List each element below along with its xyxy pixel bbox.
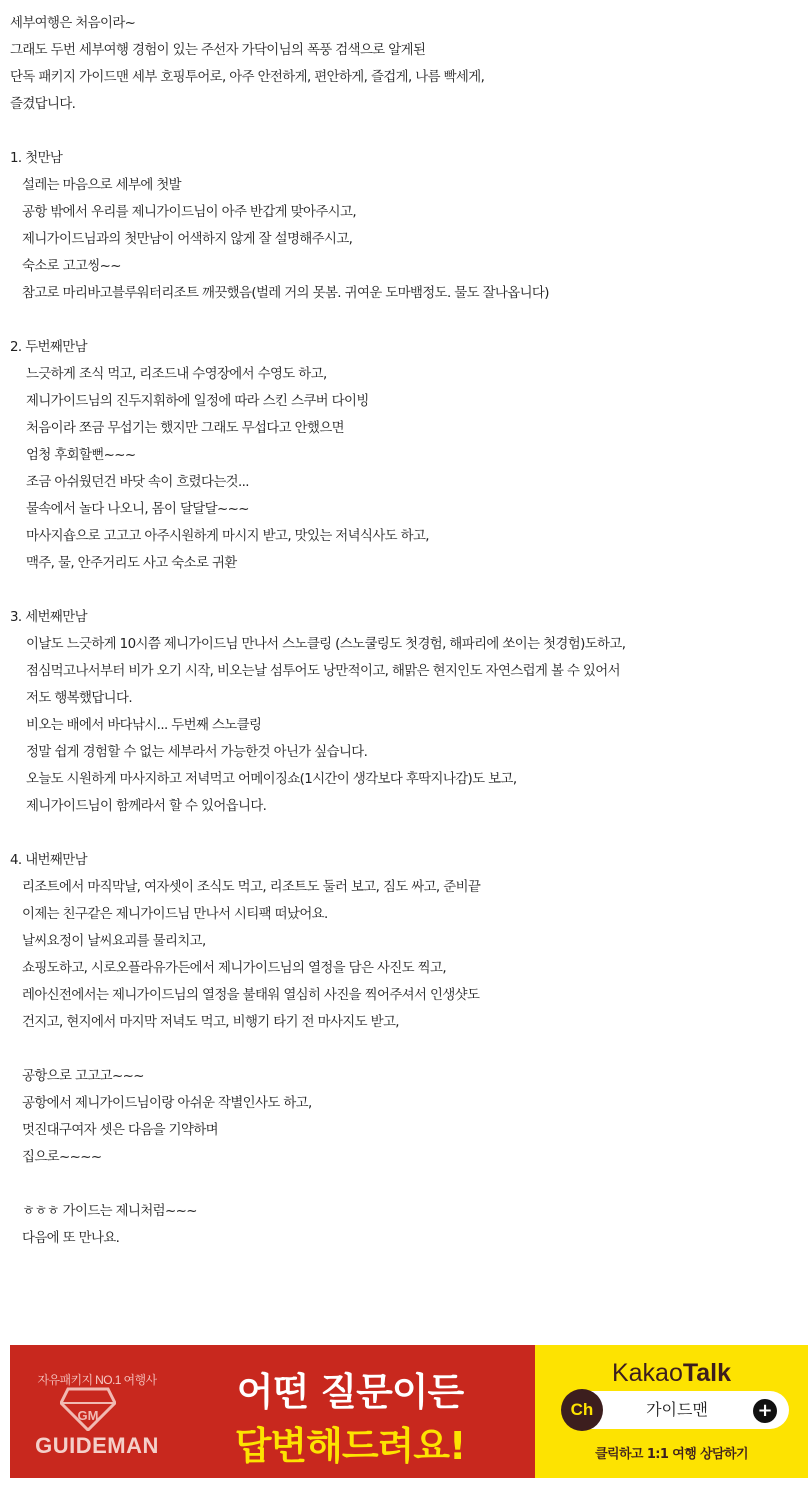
kakao-consult-banner[interactable] bbox=[10, 1345, 808, 1478]
channel-name: 가이드맨 bbox=[646, 1400, 708, 1419]
svg-text:GM: GM bbox=[77, 1408, 99, 1423]
text-line: 4. 내번째만남 bbox=[10, 853, 87, 868]
guideman-promo-panel[interactable] bbox=[10, 1345, 535, 1478]
text-line: 설레는 마음으로 세부에 첫발 bbox=[22, 178, 181, 193]
brand-tagline: 자유패키지 NO.1 여행사 bbox=[37, 1373, 157, 1387]
blank-line bbox=[10, 1171, 800, 1198]
text-line: 그래도 두번 세부여행 경험이 있는 주선자 가닥이님의 폭풍 검색으로 알게된 bbox=[10, 43, 426, 58]
text-line: 숙소로 고고씽~~ bbox=[22, 259, 121, 274]
text-line: 1. 첫만남 bbox=[10, 151, 63, 166]
text-line: 3. 세번째만남 bbox=[10, 610, 87, 625]
blank-line bbox=[10, 820, 800, 847]
text-line: 엄청 후회할뻔~~~ bbox=[26, 448, 136, 463]
text-line: 맥주, 물, 안주거리도 사고 숙소로 귀환 bbox=[26, 556, 237, 571]
text-line: 점심먹고나서부터 비가 오기 시작, 비오는날 섬투어도 낭만적이고, 해맑은 현지인도 자연스럽게 볼 수 있어서 bbox=[26, 664, 620, 679]
blank-line bbox=[10, 577, 800, 604]
text-line: ㅎㅎㅎ 가이드는 제니처럼~~~ bbox=[22, 1204, 197, 1219]
brand-name: GUIDEMAN bbox=[35, 1433, 159, 1458]
text-line: 느긋하게 조식 먹고, 리조드내 수영장에서 수영도 하고, bbox=[26, 367, 327, 382]
text-line: 제니가이드님의 진두지휘하에 일정에 따라 스킨 스쿠버 다이빙 bbox=[26, 394, 369, 409]
text-line: 오늘도 시원하게 마사지하고 저녁먹고 어메이징쇼(1시간이 생각보다 후딱지나감)도 보고, bbox=[26, 772, 517, 787]
text-line: 공항 밖에서 우리를 제니가이드님이 아주 반갑게 맞아주시고, bbox=[22, 205, 356, 220]
headline-line-1: 어떤 질문이든 bbox=[236, 1370, 464, 1414]
text-line: 공항에서 제니가이드님이랑 아쉬운 작별인사도 하고, bbox=[22, 1096, 312, 1111]
text-line: 단독 패키지 가이드맨 세부 호핑투어로, 아주 안전하게, 편안하게, 즐겁게, 나름 빡세게, bbox=[10, 70, 485, 85]
blank-line bbox=[10, 1036, 800, 1063]
blank-line bbox=[10, 307, 800, 334]
consult-cta-caption: 클릭하고 1:1 여행 상담하기 bbox=[595, 1447, 748, 1462]
text-line: 레아신전에서는 제니가이드님의 열정을 불태워 열심히 사진을 찍어주셔서 인생샷도 bbox=[22, 988, 480, 1003]
kakaotalk-logo: KakaoTalk bbox=[611, 1359, 732, 1387]
text-line: 물속에서 놀다 나오니, 몸이 달달달~~~ bbox=[26, 502, 249, 517]
text-line: 이날도 느긋하게 10시쯤 제니가이드님 만나서 스노클링 (스노쿨링도 첫경험, 해파리에 쏘이는 첫경험)도하고, bbox=[26, 637, 626, 652]
text-line: 집으로~~~~ bbox=[22, 1150, 102, 1165]
text-line: 조금 아쉬웠던건 바닷 속이 흐렸다는것... bbox=[26, 475, 249, 490]
text-line: 쇼핑도하고, 시로오플라유가든에서 제니가이드님의 열정을 담은 사진도 찍고, bbox=[22, 961, 446, 976]
review-post-body bbox=[10, 10, 800, 1252]
text-line: 세부여행은 처음이라~ bbox=[10, 16, 136, 31]
text-line: 처음이라 쪼금 무섭기는 했지만 그래도 무섭다고 안했으면 bbox=[26, 421, 344, 436]
text-line: 다음에 또 만나요. bbox=[22, 1231, 120, 1246]
text-line: 저도 행복했답니다. bbox=[26, 691, 132, 706]
text-line: 정말 쉽게 경험할 수 없는 세부라서 가능한것 아닌가 싶습니다. bbox=[26, 745, 368, 760]
review-text bbox=[10, 10, 800, 1252]
kakaotalk-panel[interactable] bbox=[535, 1345, 808, 1478]
guideman-logo-icon bbox=[60, 1387, 116, 1431]
headline-line-2: 답변해드려요! bbox=[234, 1424, 466, 1468]
text-line: 2. 두번째만남 bbox=[10, 340, 87, 355]
text-line: 즐겼답니다. bbox=[10, 97, 76, 112]
text-line: 리조트에서 마직막날, 여자셋이 조식도 먹고, 리조트도 둘러 보고, 짐도 싸고, 준비끝 bbox=[22, 880, 481, 895]
text-line: 공항으로 고고고~~~ bbox=[22, 1069, 144, 1084]
text-line: 멋진대구여자 셋은 다음을 기약하며 bbox=[22, 1123, 218, 1138]
text-line: 비오는 배에서 바다낚시... 두번째 스노클링 bbox=[26, 718, 262, 733]
text-line: 날씨요정이 날씨요괴를 물리치고, bbox=[22, 934, 206, 949]
text-line: 이제는 친구같은 제니가이드님 만나서 시티팩 떠났어요. bbox=[22, 907, 328, 922]
blank-line bbox=[10, 118, 800, 145]
plus-icon[interactable]: + bbox=[753, 1399, 777, 1423]
text-line: 제니가이드님과의 첫만남이 어색하지 않게 잘 설명해주시고, bbox=[22, 232, 353, 247]
text-line: 제니가이드님이 함께라서 할 수 있어읍니다. bbox=[26, 799, 267, 814]
text-line: 참고로 마리바고블루워터리조트 깨끗했음(벌레 거의 못봄. 귀여운 도마뱀정도. 물도 잘나옵니다) bbox=[22, 286, 549, 301]
text-line: 마사지숍으로 고고고 아주시원하게 마시지 받고, 맛있는 저녁식사도 하고, bbox=[26, 529, 429, 544]
kakao-channel-icon: Ch bbox=[561, 1389, 603, 1431]
text-line: 건지고, 현지에서 마지막 저녁도 먹고, 비행기 타기 전 마사지도 받고, bbox=[22, 1015, 399, 1030]
